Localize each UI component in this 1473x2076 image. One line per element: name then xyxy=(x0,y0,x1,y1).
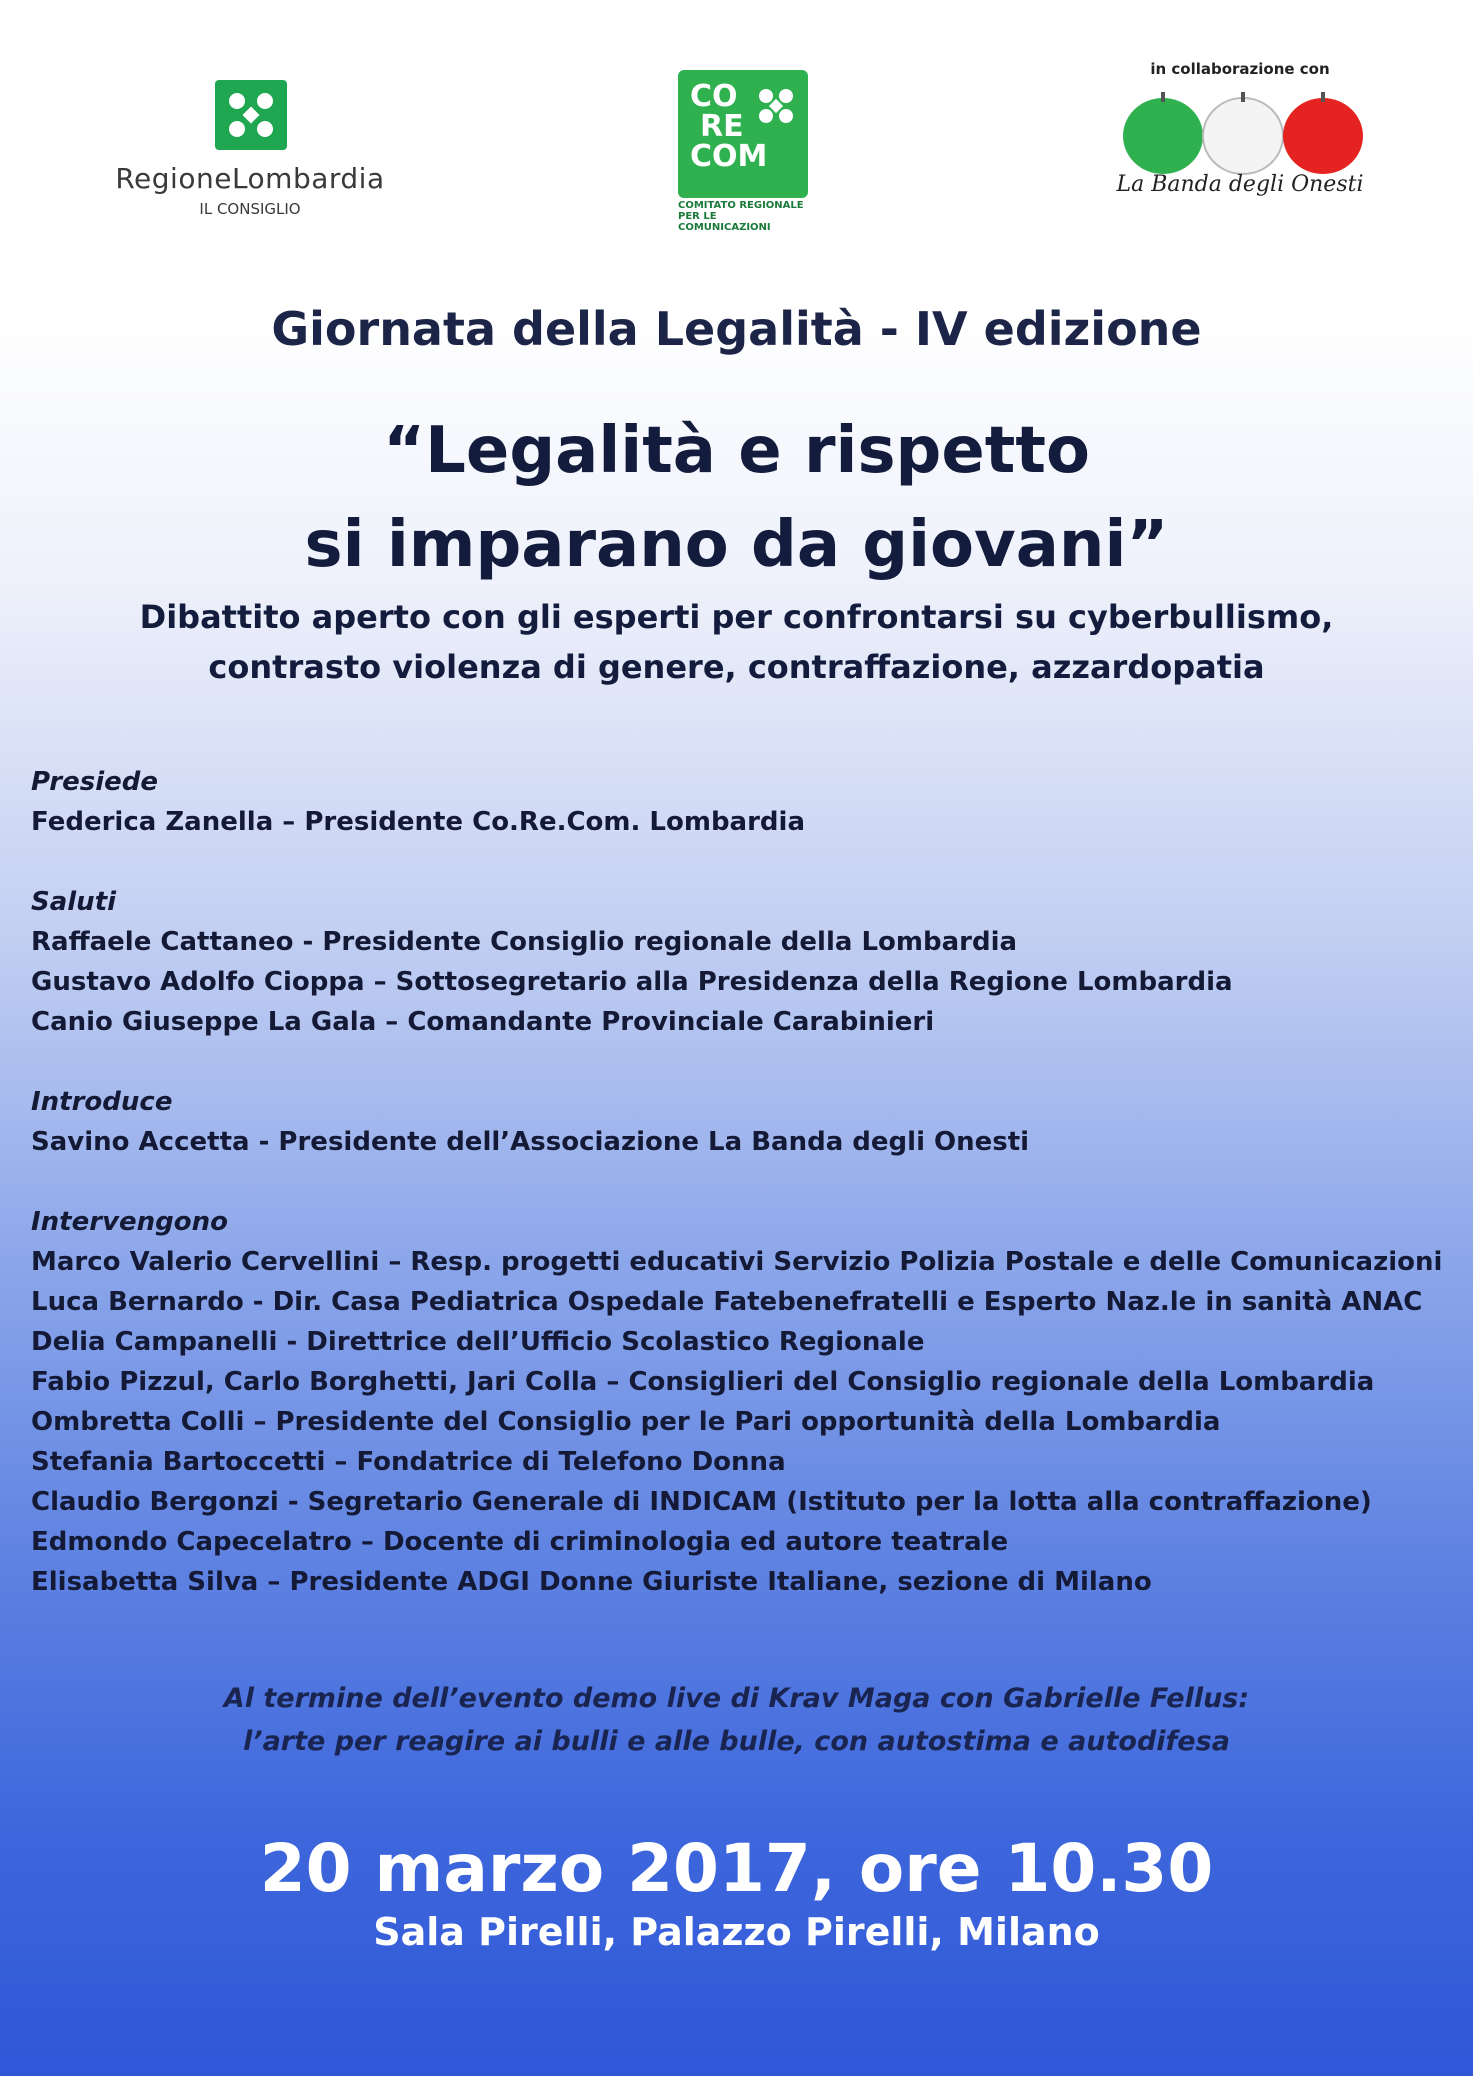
regione-name: RegioneLombardia xyxy=(115,162,385,195)
person-line: Marco Valerio Cervellini – Resp. progetti educativi Servizio Polizia Postale e delle Comunicazioni xyxy=(31,1247,1443,1277)
person-line: Canio Giuseppe La Gala – Comandante Provinciale Carabinieri xyxy=(31,1007,935,1037)
event-date: 20 marzo 2017, ore 10.30 xyxy=(259,1830,1214,1907)
corecom-logo xyxy=(678,70,810,233)
role-heading: Presiede xyxy=(31,767,158,797)
person-line: Elisabetta Silva – Presidente ADGI Donne Giuriste Italiane, sezione di Milano xyxy=(31,1567,1152,1597)
person-line: Gustavo Adolfo Cioppa – Sottosegretario alla Presidenza della Regione Lombardia xyxy=(31,967,1233,997)
three-apples-icon xyxy=(1118,86,1368,176)
person-line: Raffaele Cattaneo - Presidente Consiglio regionale della Lombardia xyxy=(31,927,1018,957)
program xyxy=(31,762,1461,1602)
person-line: Delia Campanelli - Direttrice dell’Ufficio Scolastico Regionale xyxy=(31,1327,925,1357)
person-line: Ombretta Colli – Presidente del Consiglio per le Pari opportunità della Lombardia xyxy=(31,1407,1221,1437)
closing-note-line: l’arte per reagire ai bulli e alle bulle, con autostima e autodifesa xyxy=(243,1726,1230,1757)
regione-lombardia-logo xyxy=(100,80,410,220)
person-line: Fabio Pizzul, Carlo Borghetti, Jari Colla – Consiglieri del Consiglio regionale della Lombardia xyxy=(31,1367,1375,1397)
person-line: Stefania Bartoccetti – Fondatrice di Telefono Donna xyxy=(31,1447,786,1477)
banda-name: La Banda degli Onesti xyxy=(1116,172,1364,197)
role-heading: Intervengono xyxy=(31,1207,229,1237)
corecom-mark-line: CO xyxy=(690,79,738,114)
regione-cross-icon xyxy=(215,80,287,150)
edition-title: Giornata della Legalità - IV edizione xyxy=(271,302,1202,356)
corecom-foot-line: COMITATO REGIONALE xyxy=(678,200,804,211)
role-heading: Introduce xyxy=(31,1087,173,1117)
corecom-mark-line: RE xyxy=(700,109,744,144)
person-line: Savino Accetta - Presidente dell’Associazione La Banda degli Onesti xyxy=(31,1127,1030,1157)
subtitle-line: contrasto violenza di genere, contraffazione, azzardopatia xyxy=(208,648,1265,686)
banda-onesti-logo xyxy=(1090,60,1390,220)
collab-label: in collaborazione con xyxy=(1150,60,1330,78)
person-line: Edmondo Capecelatro – Docente di criminologia ed autore teatrale xyxy=(31,1527,1009,1557)
person-line: Claudio Bergonzi - Segretario Generale di INDICAM (Istituto per la lotta alla contraffazione) xyxy=(31,1487,1372,1517)
corecom-foot-line: PER LE COMUNICAZIONI xyxy=(678,211,771,233)
subtitle-line: Dibattito aperto con gli esperti per confrontarsi su cyberbullismo, xyxy=(139,598,1334,636)
person-line: Federica Zanella – Presidente Co.Re.Com. Lombardia xyxy=(31,807,805,837)
event-venue: Sala Pirelli, Palazzo Pirelli, Milano xyxy=(373,1910,1100,1954)
quote-title-line: si imparano da giovani” xyxy=(304,508,1169,582)
corecom-mark xyxy=(678,70,808,198)
corecom-mark-line: COM xyxy=(690,139,768,174)
person-line: Luca Bernardo - Dir. Casa Pediatrica Ospedale Fatebenefratelli e Esperto Naz.le in sanità ANAC xyxy=(31,1287,1423,1317)
closing-note-line: Al termine dell’evento demo live di Krav Maga con Gabrielle Fellus: xyxy=(223,1683,1250,1714)
corecom-cross-icon xyxy=(754,84,798,128)
regione-sub: IL CONSIGLIO xyxy=(199,200,301,218)
role-heading: Saluti xyxy=(31,887,117,917)
quote-title-line: “Legalità e rispetto xyxy=(383,414,1090,488)
